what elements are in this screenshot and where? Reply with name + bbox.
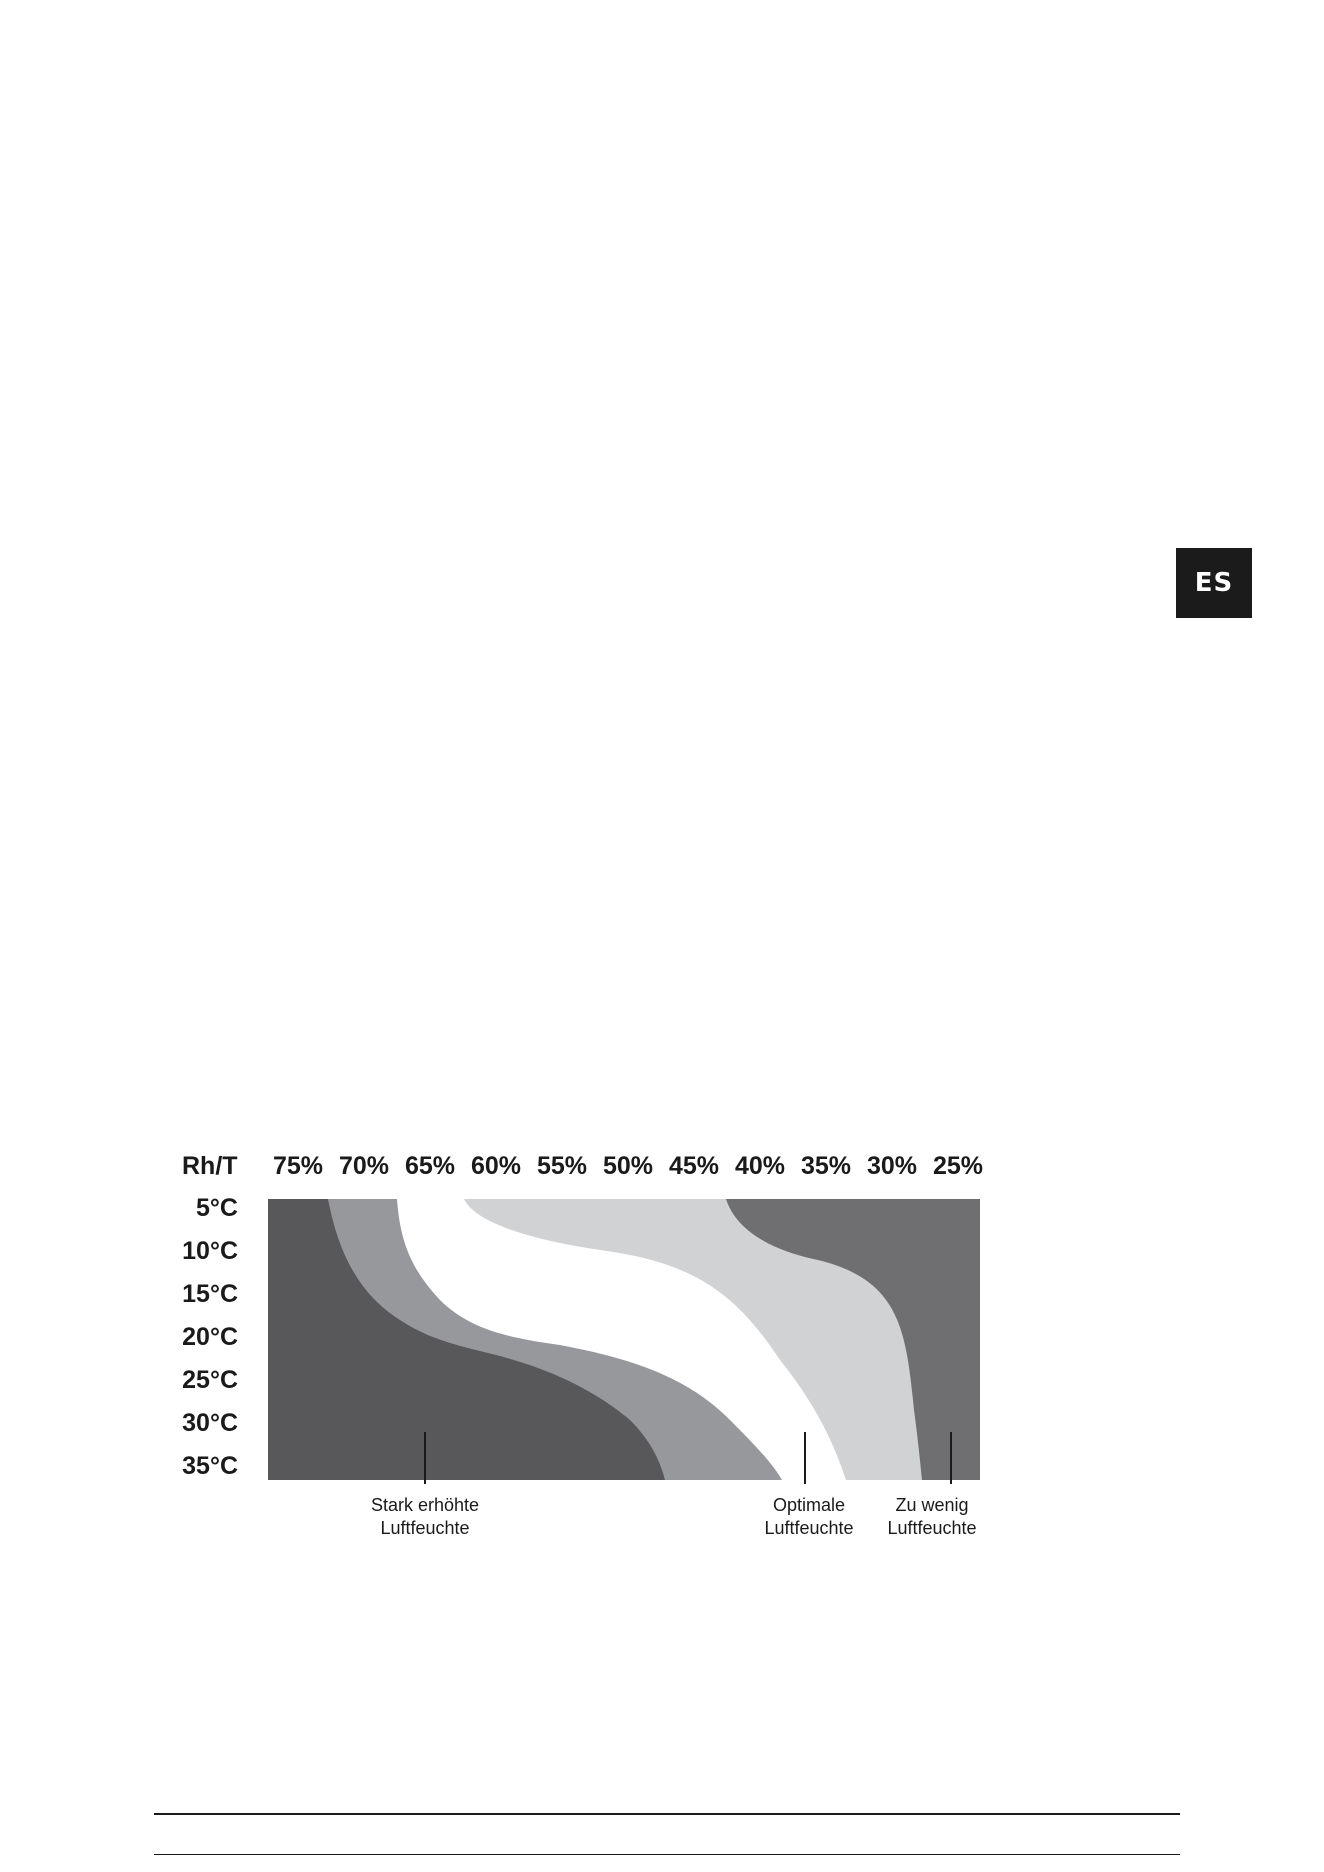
temperature-row-header: 20°C xyxy=(182,1323,238,1351)
corner-label: Rh/T xyxy=(182,1152,238,1180)
temperature-row-header: 10°C xyxy=(182,1237,238,1265)
temperature-row-header: 25°C xyxy=(182,1366,238,1394)
humidity-column-header: 60% xyxy=(470,1152,522,1180)
footer-rule-bottom xyxy=(154,1854,1180,1855)
footer-rule-top xyxy=(154,1813,1180,1815)
annotation-label: Luftfeuchte xyxy=(380,1518,470,1538)
humidity-column-header: 25% xyxy=(932,1152,984,1180)
annotation-label: Optimale xyxy=(772,1495,846,1515)
chart-zones xyxy=(268,1199,980,1480)
annotation-label: Luftfeuchte xyxy=(764,1518,854,1538)
humidity-column-header: 75% xyxy=(272,1152,324,1180)
humidity-column-header: 30% xyxy=(866,1152,918,1180)
temperature-row-headers xyxy=(182,1194,238,1480)
humidity-column-headers xyxy=(273,1152,983,1180)
humidity-column-header: 35% xyxy=(800,1152,852,1180)
humidity-column-header: 65% xyxy=(404,1152,456,1180)
temperature-row-header: 35°C xyxy=(182,1452,238,1480)
humidity-column-header: 70% xyxy=(338,1152,390,1180)
annotation-label: Luftfeuchte xyxy=(887,1518,977,1538)
temperature-row-header: 15°C xyxy=(182,1280,238,1308)
language-tab-es: ES xyxy=(1176,548,1252,618)
humidity-column-header: 55% xyxy=(536,1152,588,1180)
annotation-label: Zu wenig xyxy=(895,1495,969,1515)
temperature-row-header: 30°C xyxy=(182,1409,238,1437)
humidity-column-header: 50% xyxy=(602,1152,654,1180)
humidity-column-header: 45% xyxy=(668,1152,720,1180)
humidity-column-header: 40% xyxy=(734,1152,786,1180)
temperature-row-header: 5°C xyxy=(196,1194,238,1222)
annotation-label: Stark erhöhte xyxy=(370,1495,480,1515)
